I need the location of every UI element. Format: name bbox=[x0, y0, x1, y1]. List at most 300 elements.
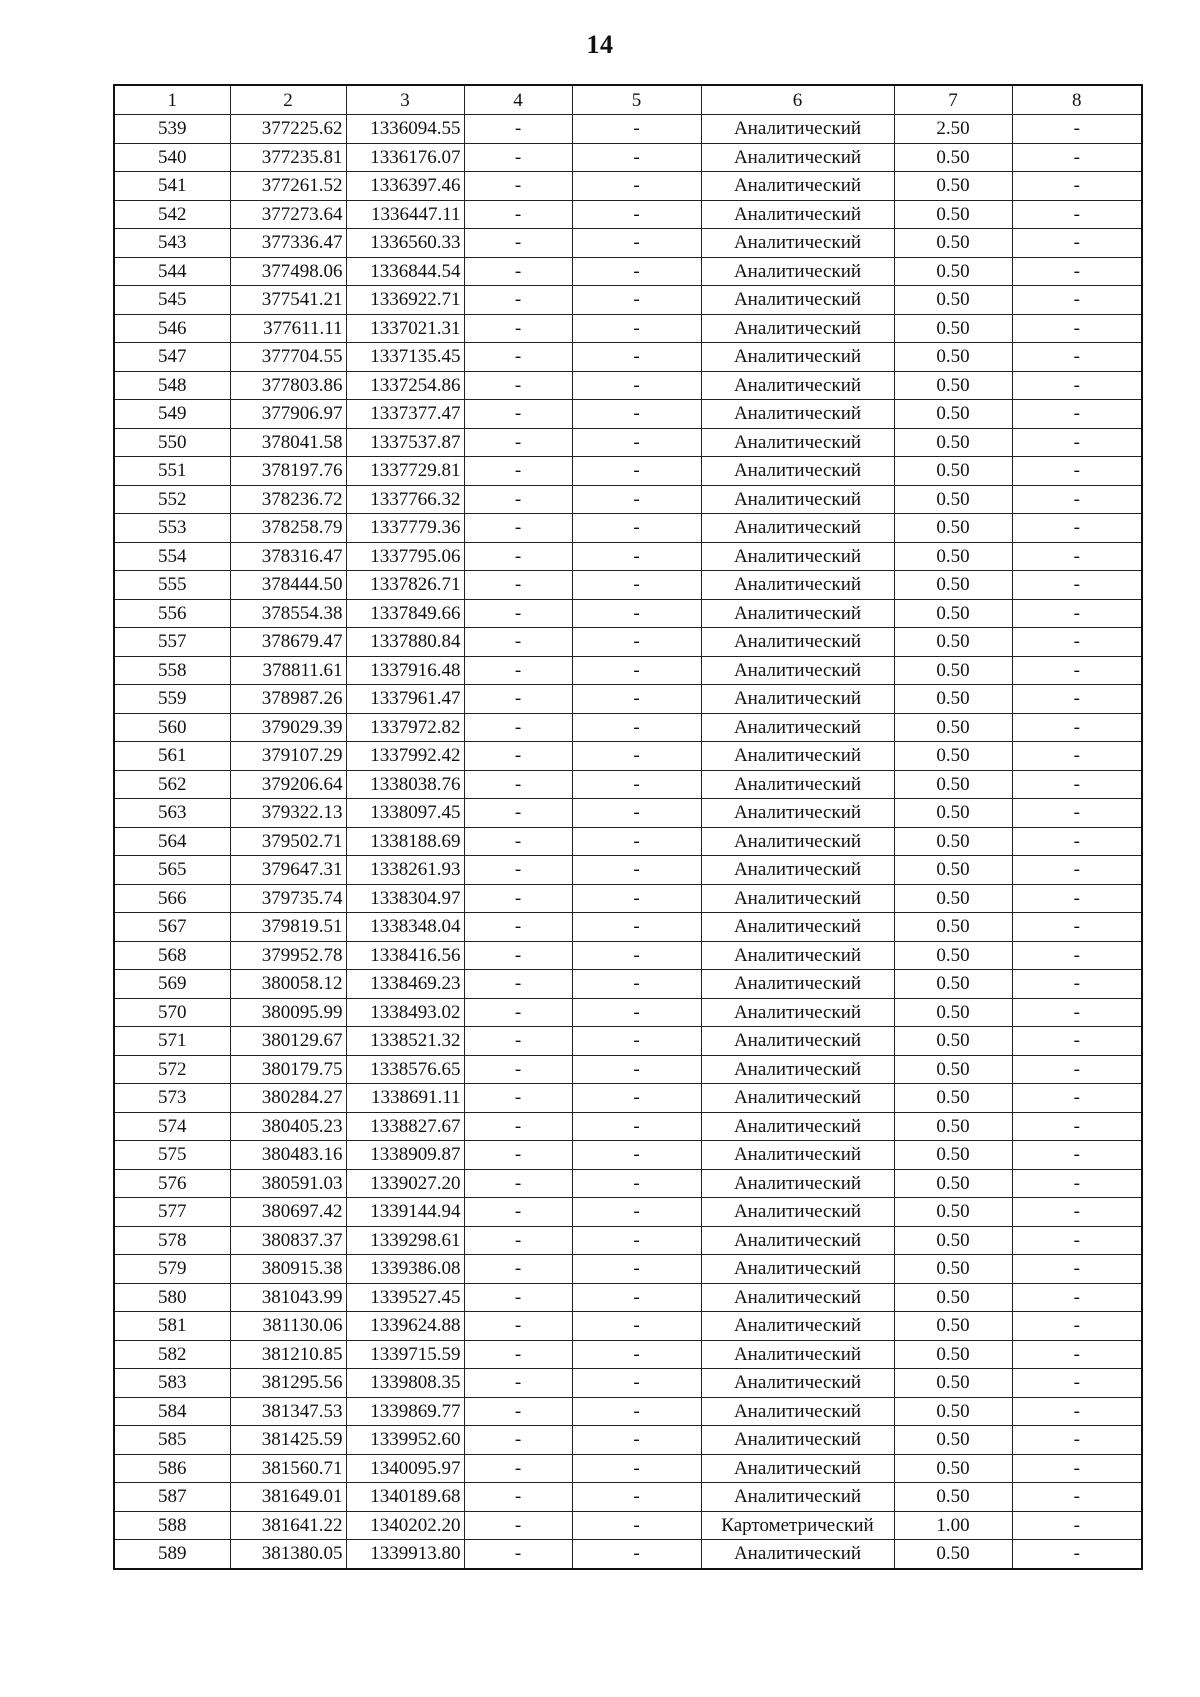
method-cell: Аналитический bbox=[701, 229, 894, 258]
method-cell: Аналитический bbox=[701, 200, 894, 229]
accuracy-cell: 0.50 bbox=[894, 428, 1012, 457]
x-coordinate-cell: 377498.06 bbox=[230, 257, 346, 286]
table-row bbox=[114, 1055, 1142, 1084]
x-coordinate-cell: 379206.64 bbox=[230, 770, 346, 799]
table-row bbox=[114, 770, 1142, 799]
y-coordinate-cell: 1338416.56 bbox=[346, 941, 464, 970]
col8-cell: - bbox=[1012, 599, 1142, 628]
y-coordinate-cell: 1337135.45 bbox=[346, 343, 464, 372]
y-coordinate-cell: 1337972.82 bbox=[346, 713, 464, 742]
table-row bbox=[114, 172, 1142, 201]
col4-cell: - bbox=[464, 1055, 572, 1084]
accuracy-cell: 0.50 bbox=[894, 286, 1012, 315]
point-number-cell: 541 bbox=[114, 172, 230, 201]
method-cell: Аналитический bbox=[701, 286, 894, 315]
col8-cell: - bbox=[1012, 1198, 1142, 1227]
accuracy-cell: 0.50 bbox=[894, 1084, 1012, 1113]
method-cell: Аналитический bbox=[701, 884, 894, 913]
col8-cell: - bbox=[1012, 742, 1142, 771]
accuracy-cell: 0.50 bbox=[894, 1255, 1012, 1284]
accuracy-cell: 0.50 bbox=[894, 172, 1012, 201]
col5-cell: - bbox=[572, 856, 701, 885]
x-coordinate-cell: 379952.78 bbox=[230, 941, 346, 970]
col5-cell: - bbox=[572, 314, 701, 343]
y-coordinate-cell: 1337916.48 bbox=[346, 656, 464, 685]
x-coordinate-cell: 377225.62 bbox=[230, 115, 346, 144]
x-coordinate-cell: 378679.47 bbox=[230, 628, 346, 657]
x-coordinate-cell: 381649.01 bbox=[230, 1483, 346, 1512]
table-row bbox=[114, 998, 1142, 1027]
point-number-cell: 578 bbox=[114, 1226, 230, 1255]
col4-cell: - bbox=[464, 913, 572, 942]
col5-cell: - bbox=[572, 1198, 701, 1227]
col8-cell: - bbox=[1012, 143, 1142, 172]
table-row bbox=[114, 1112, 1142, 1141]
accuracy-cell: 0.50 bbox=[894, 400, 1012, 429]
col4-cell: - bbox=[464, 799, 572, 828]
table-row bbox=[114, 115, 1142, 144]
method-cell: Аналитический bbox=[701, 172, 894, 201]
accuracy-cell: 0.50 bbox=[894, 827, 1012, 856]
col8-cell: - bbox=[1012, 970, 1142, 999]
y-coordinate-cell: 1339386.08 bbox=[346, 1255, 464, 1284]
col4-cell: - bbox=[464, 1283, 572, 1312]
accuracy-cell: 0.50 bbox=[894, 200, 1012, 229]
y-coordinate-cell: 1337377.47 bbox=[346, 400, 464, 429]
x-coordinate-cell: 377704.55 bbox=[230, 343, 346, 372]
x-coordinate-cell: 381560.71 bbox=[230, 1454, 346, 1483]
table-row bbox=[114, 941, 1142, 970]
method-cell: Аналитический bbox=[701, 314, 894, 343]
point-number-cell: 570 bbox=[114, 998, 230, 1027]
col4-cell: - bbox=[464, 571, 572, 600]
col8-cell: - bbox=[1012, 1255, 1142, 1284]
col5-cell: - bbox=[572, 970, 701, 999]
column-header-8: 8 bbox=[1012, 85, 1142, 115]
col4-cell: - bbox=[464, 599, 572, 628]
x-coordinate-cell: 378197.76 bbox=[230, 457, 346, 486]
y-coordinate-cell: 1339144.94 bbox=[346, 1198, 464, 1227]
col4-cell: - bbox=[464, 514, 572, 543]
y-coordinate-cell: 1338576.65 bbox=[346, 1055, 464, 1084]
point-number-cell: 581 bbox=[114, 1312, 230, 1341]
table-row bbox=[114, 1426, 1142, 1455]
table-row bbox=[114, 343, 1142, 372]
point-number-cell: 588 bbox=[114, 1511, 230, 1540]
accuracy-cell: 0.50 bbox=[894, 571, 1012, 600]
x-coordinate-cell: 378041.58 bbox=[230, 428, 346, 457]
point-number-cell: 566 bbox=[114, 884, 230, 913]
col8-cell: - bbox=[1012, 514, 1142, 543]
method-cell: Аналитический bbox=[701, 257, 894, 286]
y-coordinate-cell: 1338909.87 bbox=[346, 1141, 464, 1170]
method-cell: Аналитический bbox=[701, 1369, 894, 1398]
point-number-cell: 567 bbox=[114, 913, 230, 942]
accuracy-cell: 0.50 bbox=[894, 514, 1012, 543]
table-row bbox=[114, 799, 1142, 828]
col4-cell: - bbox=[464, 1084, 572, 1113]
col5-cell: - bbox=[572, 485, 701, 514]
accuracy-cell: 0.50 bbox=[894, 457, 1012, 486]
method-cell: Аналитический bbox=[701, 1055, 894, 1084]
x-coordinate-cell: 377235.81 bbox=[230, 143, 346, 172]
x-coordinate-cell: 377273.64 bbox=[230, 200, 346, 229]
x-coordinate-cell: 380284.27 bbox=[230, 1084, 346, 1113]
accuracy-cell: 0.50 bbox=[894, 770, 1012, 799]
column-header-3: 3 bbox=[346, 85, 464, 115]
y-coordinate-cell: 1339952.60 bbox=[346, 1426, 464, 1455]
y-coordinate-cell: 1340189.68 bbox=[346, 1483, 464, 1512]
x-coordinate-cell: 380129.67 bbox=[230, 1027, 346, 1056]
point-number-cell: 551 bbox=[114, 457, 230, 486]
y-coordinate-cell: 1340095.97 bbox=[346, 1454, 464, 1483]
col8-cell: - bbox=[1012, 428, 1142, 457]
col5-cell: - bbox=[572, 514, 701, 543]
col8-cell: - bbox=[1012, 1112, 1142, 1141]
accuracy-cell: 0.50 bbox=[894, 1055, 1012, 1084]
col4-cell: - bbox=[464, 1483, 572, 1512]
table-body bbox=[114, 115, 1142, 1569]
col4-cell: - bbox=[464, 400, 572, 429]
col5-cell: - bbox=[572, 1483, 701, 1512]
x-coordinate-cell: 379029.39 bbox=[230, 713, 346, 742]
accuracy-cell: 0.50 bbox=[894, 1169, 1012, 1198]
accuracy-cell: 0.50 bbox=[894, 314, 1012, 343]
x-coordinate-cell: 377611.11 bbox=[230, 314, 346, 343]
point-number-cell: 564 bbox=[114, 827, 230, 856]
col8-cell: - bbox=[1012, 941, 1142, 970]
col8-cell: - bbox=[1012, 1283, 1142, 1312]
col4-cell: - bbox=[464, 200, 572, 229]
table-row bbox=[114, 257, 1142, 286]
col4-cell: - bbox=[464, 970, 572, 999]
point-number-cell: 545 bbox=[114, 286, 230, 315]
x-coordinate-cell: 380837.37 bbox=[230, 1226, 346, 1255]
method-cell: Аналитический bbox=[701, 1226, 894, 1255]
col5-cell: - bbox=[572, 742, 701, 771]
col8-cell: - bbox=[1012, 656, 1142, 685]
table-row bbox=[114, 1340, 1142, 1369]
col8-cell: - bbox=[1012, 1027, 1142, 1056]
y-coordinate-cell: 1336447.11 bbox=[346, 200, 464, 229]
column-header-6: 6 bbox=[701, 85, 894, 115]
col8-cell: - bbox=[1012, 998, 1142, 1027]
point-number-cell: 549 bbox=[114, 400, 230, 429]
point-number-cell: 544 bbox=[114, 257, 230, 286]
method-cell: Аналитический bbox=[701, 1426, 894, 1455]
column-header-1: 1 bbox=[114, 85, 230, 115]
x-coordinate-cell: 380483.16 bbox=[230, 1141, 346, 1170]
col4-cell: - bbox=[464, 143, 572, 172]
y-coordinate-cell: 1336922.71 bbox=[346, 286, 464, 315]
col8-cell: - bbox=[1012, 172, 1142, 201]
col5-cell: - bbox=[572, 628, 701, 657]
col8-cell: - bbox=[1012, 1483, 1142, 1512]
method-cell: Аналитический bbox=[701, 656, 894, 685]
col4-cell: - bbox=[464, 941, 572, 970]
y-coordinate-cell: 1337537.87 bbox=[346, 428, 464, 457]
point-number-cell: 552 bbox=[114, 485, 230, 514]
method-cell: Аналитический bbox=[701, 770, 894, 799]
col8-cell: - bbox=[1012, 115, 1142, 144]
col8-cell: - bbox=[1012, 1141, 1142, 1170]
point-number-cell: 571 bbox=[114, 1027, 230, 1056]
table-row bbox=[114, 485, 1142, 514]
y-coordinate-cell: 1338493.02 bbox=[346, 998, 464, 1027]
col8-cell: - bbox=[1012, 628, 1142, 657]
accuracy-cell: 0.50 bbox=[894, 1397, 1012, 1426]
col5-cell: - bbox=[572, 457, 701, 486]
y-coordinate-cell: 1339715.59 bbox=[346, 1340, 464, 1369]
method-cell: Аналитический bbox=[701, 400, 894, 429]
col5-cell: - bbox=[572, 143, 701, 172]
col5-cell: - bbox=[572, 770, 701, 799]
col4-cell: - bbox=[464, 428, 572, 457]
col4-cell: - bbox=[464, 371, 572, 400]
col4-cell: - bbox=[464, 1426, 572, 1455]
table-row bbox=[114, 884, 1142, 913]
col4-cell: - bbox=[464, 229, 572, 258]
col8-cell: - bbox=[1012, 713, 1142, 742]
accuracy-cell: 0.50 bbox=[894, 941, 1012, 970]
table-row bbox=[114, 457, 1142, 486]
method-cell: Аналитический bbox=[701, 143, 894, 172]
col5-cell: - bbox=[572, 884, 701, 913]
method-cell: Аналитический bbox=[701, 343, 894, 372]
point-number-cell: 560 bbox=[114, 713, 230, 742]
accuracy-cell: 0.50 bbox=[894, 599, 1012, 628]
y-coordinate-cell: 1336397.46 bbox=[346, 172, 464, 201]
accuracy-cell: 0.50 bbox=[894, 1226, 1012, 1255]
y-coordinate-cell: 1338521.32 bbox=[346, 1027, 464, 1056]
col5-cell: - bbox=[572, 1027, 701, 1056]
col5-cell: - bbox=[572, 941, 701, 970]
col5-cell: - bbox=[572, 1312, 701, 1341]
col4-cell: - bbox=[464, 1369, 572, 1398]
point-number-cell: 547 bbox=[114, 343, 230, 372]
point-number-cell: 550 bbox=[114, 428, 230, 457]
col8-cell: - bbox=[1012, 1454, 1142, 1483]
method-cell: Аналитический bbox=[701, 571, 894, 600]
col4-cell: - bbox=[464, 770, 572, 799]
y-coordinate-cell: 1339298.61 bbox=[346, 1226, 464, 1255]
col4-cell: - bbox=[464, 457, 572, 486]
col4-cell: - bbox=[464, 685, 572, 714]
x-coordinate-cell: 378811.61 bbox=[230, 656, 346, 685]
col5-cell: - bbox=[572, 599, 701, 628]
col5-cell: - bbox=[572, 115, 701, 144]
table-row bbox=[114, 713, 1142, 742]
y-coordinate-cell: 1339808.35 bbox=[346, 1369, 464, 1398]
col8-cell: - bbox=[1012, 884, 1142, 913]
col4-cell: - bbox=[464, 1454, 572, 1483]
y-coordinate-cell: 1337826.71 bbox=[346, 571, 464, 600]
col5-cell: - bbox=[572, 713, 701, 742]
col8-cell: - bbox=[1012, 1084, 1142, 1113]
y-coordinate-cell: 1337729.81 bbox=[346, 457, 464, 486]
y-coordinate-cell: 1337849.66 bbox=[346, 599, 464, 628]
table-row bbox=[114, 1198, 1142, 1227]
accuracy-cell: 0.50 bbox=[894, 485, 1012, 514]
method-cell: Аналитический bbox=[701, 1169, 894, 1198]
table-row bbox=[114, 1141, 1142, 1170]
table-row bbox=[114, 1397, 1142, 1426]
method-cell: Аналитический bbox=[701, 115, 894, 144]
col8-cell: - bbox=[1012, 257, 1142, 286]
table-row bbox=[114, 1084, 1142, 1113]
accuracy-cell: 0.50 bbox=[894, 1369, 1012, 1398]
col8-cell: - bbox=[1012, 799, 1142, 828]
col4-cell: - bbox=[464, 115, 572, 144]
table-row bbox=[114, 286, 1142, 315]
col4-cell: - bbox=[464, 314, 572, 343]
accuracy-cell: 0.50 bbox=[894, 742, 1012, 771]
page-number: 14 bbox=[586, 30, 614, 59]
y-coordinate-cell: 1340202.20 bbox=[346, 1511, 464, 1540]
col5-cell: - bbox=[572, 1340, 701, 1369]
x-coordinate-cell: 377541.21 bbox=[230, 286, 346, 315]
x-coordinate-cell: 380058.12 bbox=[230, 970, 346, 999]
y-coordinate-cell: 1336844.54 bbox=[346, 257, 464, 286]
x-coordinate-cell: 380095.99 bbox=[230, 998, 346, 1027]
col8-cell: - bbox=[1012, 542, 1142, 571]
point-number-cell: 572 bbox=[114, 1055, 230, 1084]
table-row bbox=[114, 1369, 1142, 1398]
x-coordinate-cell: 379735.74 bbox=[230, 884, 346, 913]
col8-cell: - bbox=[1012, 856, 1142, 885]
accuracy-cell: 0.50 bbox=[894, 1340, 1012, 1369]
col5-cell: - bbox=[572, 400, 701, 429]
point-number-cell: 579 bbox=[114, 1255, 230, 1284]
col5-cell: - bbox=[572, 1454, 701, 1483]
method-cell: Аналитический bbox=[701, 941, 894, 970]
y-coordinate-cell: 1338304.97 bbox=[346, 884, 464, 913]
col4-cell: - bbox=[464, 1340, 572, 1369]
method-cell: Аналитический bbox=[701, 1255, 894, 1284]
accuracy-cell: 0.50 bbox=[894, 257, 1012, 286]
method-cell: Аналитический bbox=[701, 799, 894, 828]
column-header-2: 2 bbox=[230, 85, 346, 115]
point-number-cell: 568 bbox=[114, 941, 230, 970]
accuracy-cell: 0.50 bbox=[894, 1454, 1012, 1483]
y-coordinate-cell: 1339027.20 bbox=[346, 1169, 464, 1198]
y-coordinate-cell: 1338261.93 bbox=[346, 856, 464, 885]
accuracy-cell: 1.00 bbox=[894, 1511, 1012, 1540]
table-row bbox=[114, 1283, 1142, 1312]
col5-cell: - bbox=[572, 343, 701, 372]
x-coordinate-cell: 378554.38 bbox=[230, 599, 346, 628]
point-number-cell: 557 bbox=[114, 628, 230, 657]
table-row bbox=[114, 1169, 1142, 1198]
point-number-cell: 554 bbox=[114, 542, 230, 571]
point-number-cell: 559 bbox=[114, 685, 230, 714]
accuracy-cell: 0.50 bbox=[894, 856, 1012, 885]
point-number-cell: 558 bbox=[114, 656, 230, 685]
col4-cell: - bbox=[464, 1112, 572, 1141]
col8-cell: - bbox=[1012, 314, 1142, 343]
col4-cell: - bbox=[464, 1255, 572, 1284]
accuracy-cell: 0.50 bbox=[894, 1027, 1012, 1056]
table-row bbox=[114, 1226, 1142, 1255]
method-cell: Аналитический bbox=[701, 1112, 894, 1141]
method-cell: Аналитический bbox=[701, 998, 894, 1027]
col8-cell: - bbox=[1012, 286, 1142, 315]
col8-cell: - bbox=[1012, 457, 1142, 486]
col4-cell: - bbox=[464, 1027, 572, 1056]
x-coordinate-cell: 380405.23 bbox=[230, 1112, 346, 1141]
table-row bbox=[114, 827, 1142, 856]
point-number-cell: 556 bbox=[114, 599, 230, 628]
point-number-cell: 553 bbox=[114, 514, 230, 543]
table-row bbox=[114, 1312, 1142, 1341]
table-row bbox=[114, 685, 1142, 714]
accuracy-cell: 0.50 bbox=[894, 998, 1012, 1027]
table-row bbox=[114, 542, 1142, 571]
accuracy-cell: 0.50 bbox=[894, 542, 1012, 571]
col4-cell: - bbox=[464, 856, 572, 885]
y-coordinate-cell: 1338038.76 bbox=[346, 770, 464, 799]
method-cell: Аналитический bbox=[701, 742, 894, 771]
col5-cell: - bbox=[572, 656, 701, 685]
point-number-cell: 540 bbox=[114, 143, 230, 172]
table-row bbox=[114, 913, 1142, 942]
accuracy-cell: 0.50 bbox=[894, 884, 1012, 913]
x-coordinate-cell: 380697.42 bbox=[230, 1198, 346, 1227]
table-row bbox=[114, 970, 1142, 999]
point-number-cell: 577 bbox=[114, 1198, 230, 1227]
accuracy-cell: 0.50 bbox=[894, 1426, 1012, 1455]
col5-cell: - bbox=[572, 913, 701, 942]
method-cell: Аналитический bbox=[701, 457, 894, 486]
col8-cell: - bbox=[1012, 1169, 1142, 1198]
accuracy-cell: 0.50 bbox=[894, 1312, 1012, 1341]
col8-cell: - bbox=[1012, 343, 1142, 372]
col8-cell: - bbox=[1012, 1540, 1142, 1569]
accuracy-cell: 0.50 bbox=[894, 685, 1012, 714]
y-coordinate-cell: 1337992.42 bbox=[346, 742, 464, 771]
point-number-cell: 543 bbox=[114, 229, 230, 258]
col8-cell: - bbox=[1012, 1397, 1142, 1426]
x-coordinate-cell: 377906.97 bbox=[230, 400, 346, 429]
point-number-cell: 585 bbox=[114, 1426, 230, 1455]
point-number-cell: 580 bbox=[114, 1283, 230, 1312]
point-number-cell: 575 bbox=[114, 1141, 230, 1170]
method-cell: Аналитический bbox=[701, 1027, 894, 1056]
col8-cell: - bbox=[1012, 685, 1142, 714]
y-coordinate-cell: 1338827.67 bbox=[346, 1112, 464, 1141]
x-coordinate-cell: 379647.31 bbox=[230, 856, 346, 885]
table-header bbox=[114, 85, 1142, 115]
y-coordinate-cell: 1337021.31 bbox=[346, 314, 464, 343]
x-coordinate-cell: 378444.50 bbox=[230, 571, 346, 600]
col5-cell: - bbox=[572, 1540, 701, 1569]
col4-cell: - bbox=[464, 628, 572, 657]
col5-cell: - bbox=[572, 1511, 701, 1540]
method-cell: Аналитический bbox=[701, 542, 894, 571]
accuracy-cell: 0.50 bbox=[894, 913, 1012, 942]
x-coordinate-cell: 379819.51 bbox=[230, 913, 346, 942]
col8-cell: - bbox=[1012, 1226, 1142, 1255]
col4-cell: - bbox=[464, 1397, 572, 1426]
x-coordinate-cell: 381130.06 bbox=[230, 1312, 346, 1341]
point-number-cell: 589 bbox=[114, 1540, 230, 1569]
col4-cell: - bbox=[464, 1312, 572, 1341]
col8-cell: - bbox=[1012, 1369, 1142, 1398]
point-number-cell: 555 bbox=[114, 571, 230, 600]
method-cell: Аналитический bbox=[701, 1084, 894, 1113]
col4-cell: - bbox=[464, 1226, 572, 1255]
accuracy-cell: 0.50 bbox=[894, 143, 1012, 172]
